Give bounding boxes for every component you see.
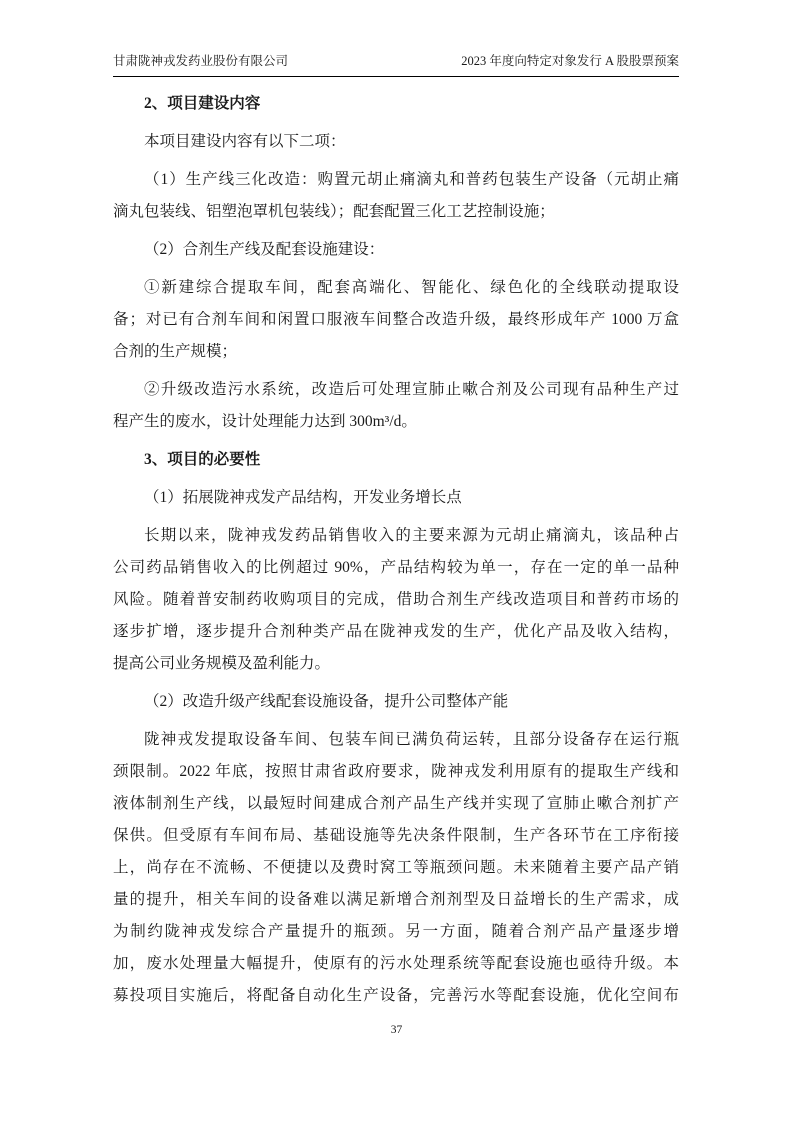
text-line: 上，尚存在不流畅、不便捷以及费时窝工等瓶颈问题。未来随着主要产品产销 [113, 859, 679, 876]
text-line: 滴丸包装线、铝塑泡罩机包装线）；配套配置三化工艺控制设施； [113, 203, 555, 220]
text-line: 公司药品销售收入的比例超过 90%，产品结构较为单一，存在一定的单一品种 [113, 559, 679, 576]
header-doc-title: 2023 年度向特定对象发行 A 股股票预案 [461, 54, 679, 68]
text-line: ②升级改造污水系统，改造后可处理宣肺止嗽合剂及公司现有品种生产过 [144, 381, 679, 398]
paragraph [113, 482, 679, 514]
text-line: 提高公司业务规模及盈利能力。 [113, 655, 331, 672]
text-line: 保供。但受原有车间布局、基础设施等先决条件限制，生产各环节在工序衔接 [113, 827, 679, 844]
text-line: 液体制剂生产线，以最短时间建成合剂产品生产线并实现了宣肺止嗽合剂扩产 [113, 795, 679, 812]
text-line: 备；对已有合剂车间和闲置口服液车间整合改造升级，最终形成年产 1000 万盒 [113, 311, 679, 328]
text-line: 本项目建设内容有以下二项： [144, 133, 346, 150]
text-line: 合剂的生产规模； [113, 343, 238, 360]
text-line: 长期以来，陇神戎发药品销售收入的主要来源为元胡止痛滴丸，该品种占 [144, 527, 679, 544]
paragraph [113, 520, 679, 680]
section-heading: 3、项目的必要性 [144, 451, 261, 468]
text-line: （2）合剂生产线及配套设施建设： [144, 241, 385, 258]
text-line: 陇神戎发提取设备车间、包装车间已满负荷运转，且部分设备存在运行瓶 [144, 731, 679, 748]
paragraph [113, 126, 679, 158]
paragraph [113, 272, 679, 368]
page-header [113, 51, 679, 77]
document-body [113, 88, 679, 1012]
text-line: 募投项目实施后，将配备自动化生产设备，完善污水等配套设施，优化空间布 [113, 987, 679, 1004]
text-line: 加，废水处理量大幅提升，使原有的污水处理系统等配套设施也亟待升级。本 [113, 955, 679, 972]
text-line: 为制约陇神戎发综合产量提升的瓶颈。另一方面，随着合剂产品产量逐步增 [113, 923, 679, 940]
text-line: 逐步扩增，逐步提升合剂种类产品在陇神戎发的生产，优化产品及收入结构， [113, 623, 679, 640]
text-line: （1）拓展陇神戎发产品结构，开发业务增长点 [144, 489, 462, 506]
text-line: （1）生产线三化改造：购置元胡止痛滴丸和普药包装生产设备（元胡止痛 [144, 171, 679, 188]
text-line: 量的提升，相关车间的设备难以满足新增合剂剂型及日益增长的生产需求，成 [113, 891, 679, 908]
header-company-name: 甘肃陇神戎发药业股份有限公司 [113, 54, 289, 68]
paragraph [113, 724, 679, 1012]
paragraph [113, 164, 679, 228]
text-line: （2）改造升级产线配套设施设备，提升公司整体产能 [144, 693, 509, 710]
text-line: 程产生的废水，设计处理能力达到 300m³/d。 [113, 413, 417, 430]
paragraph [113, 686, 679, 718]
text-line: 风险。随着普安制药收购项目的完成，借助合剂生产线改造项目和普药市场的 [113, 591, 679, 608]
paragraph [113, 374, 679, 438]
text-line: ①新建综合提取车间，配套高端化、智能化、绿色化的全线联动提取设 [144, 279, 679, 296]
section-heading: 2、项目建设内容 [144, 95, 261, 112]
page-number: 37 [390, 1024, 403, 1036]
paragraph [113, 234, 679, 266]
page-footer [0, 1021, 793, 1039]
text-line: 颈限制。2022 年底，按照甘肃省政府要求，陇神戎发利用原有的提取生产线和 [113, 763, 679, 780]
